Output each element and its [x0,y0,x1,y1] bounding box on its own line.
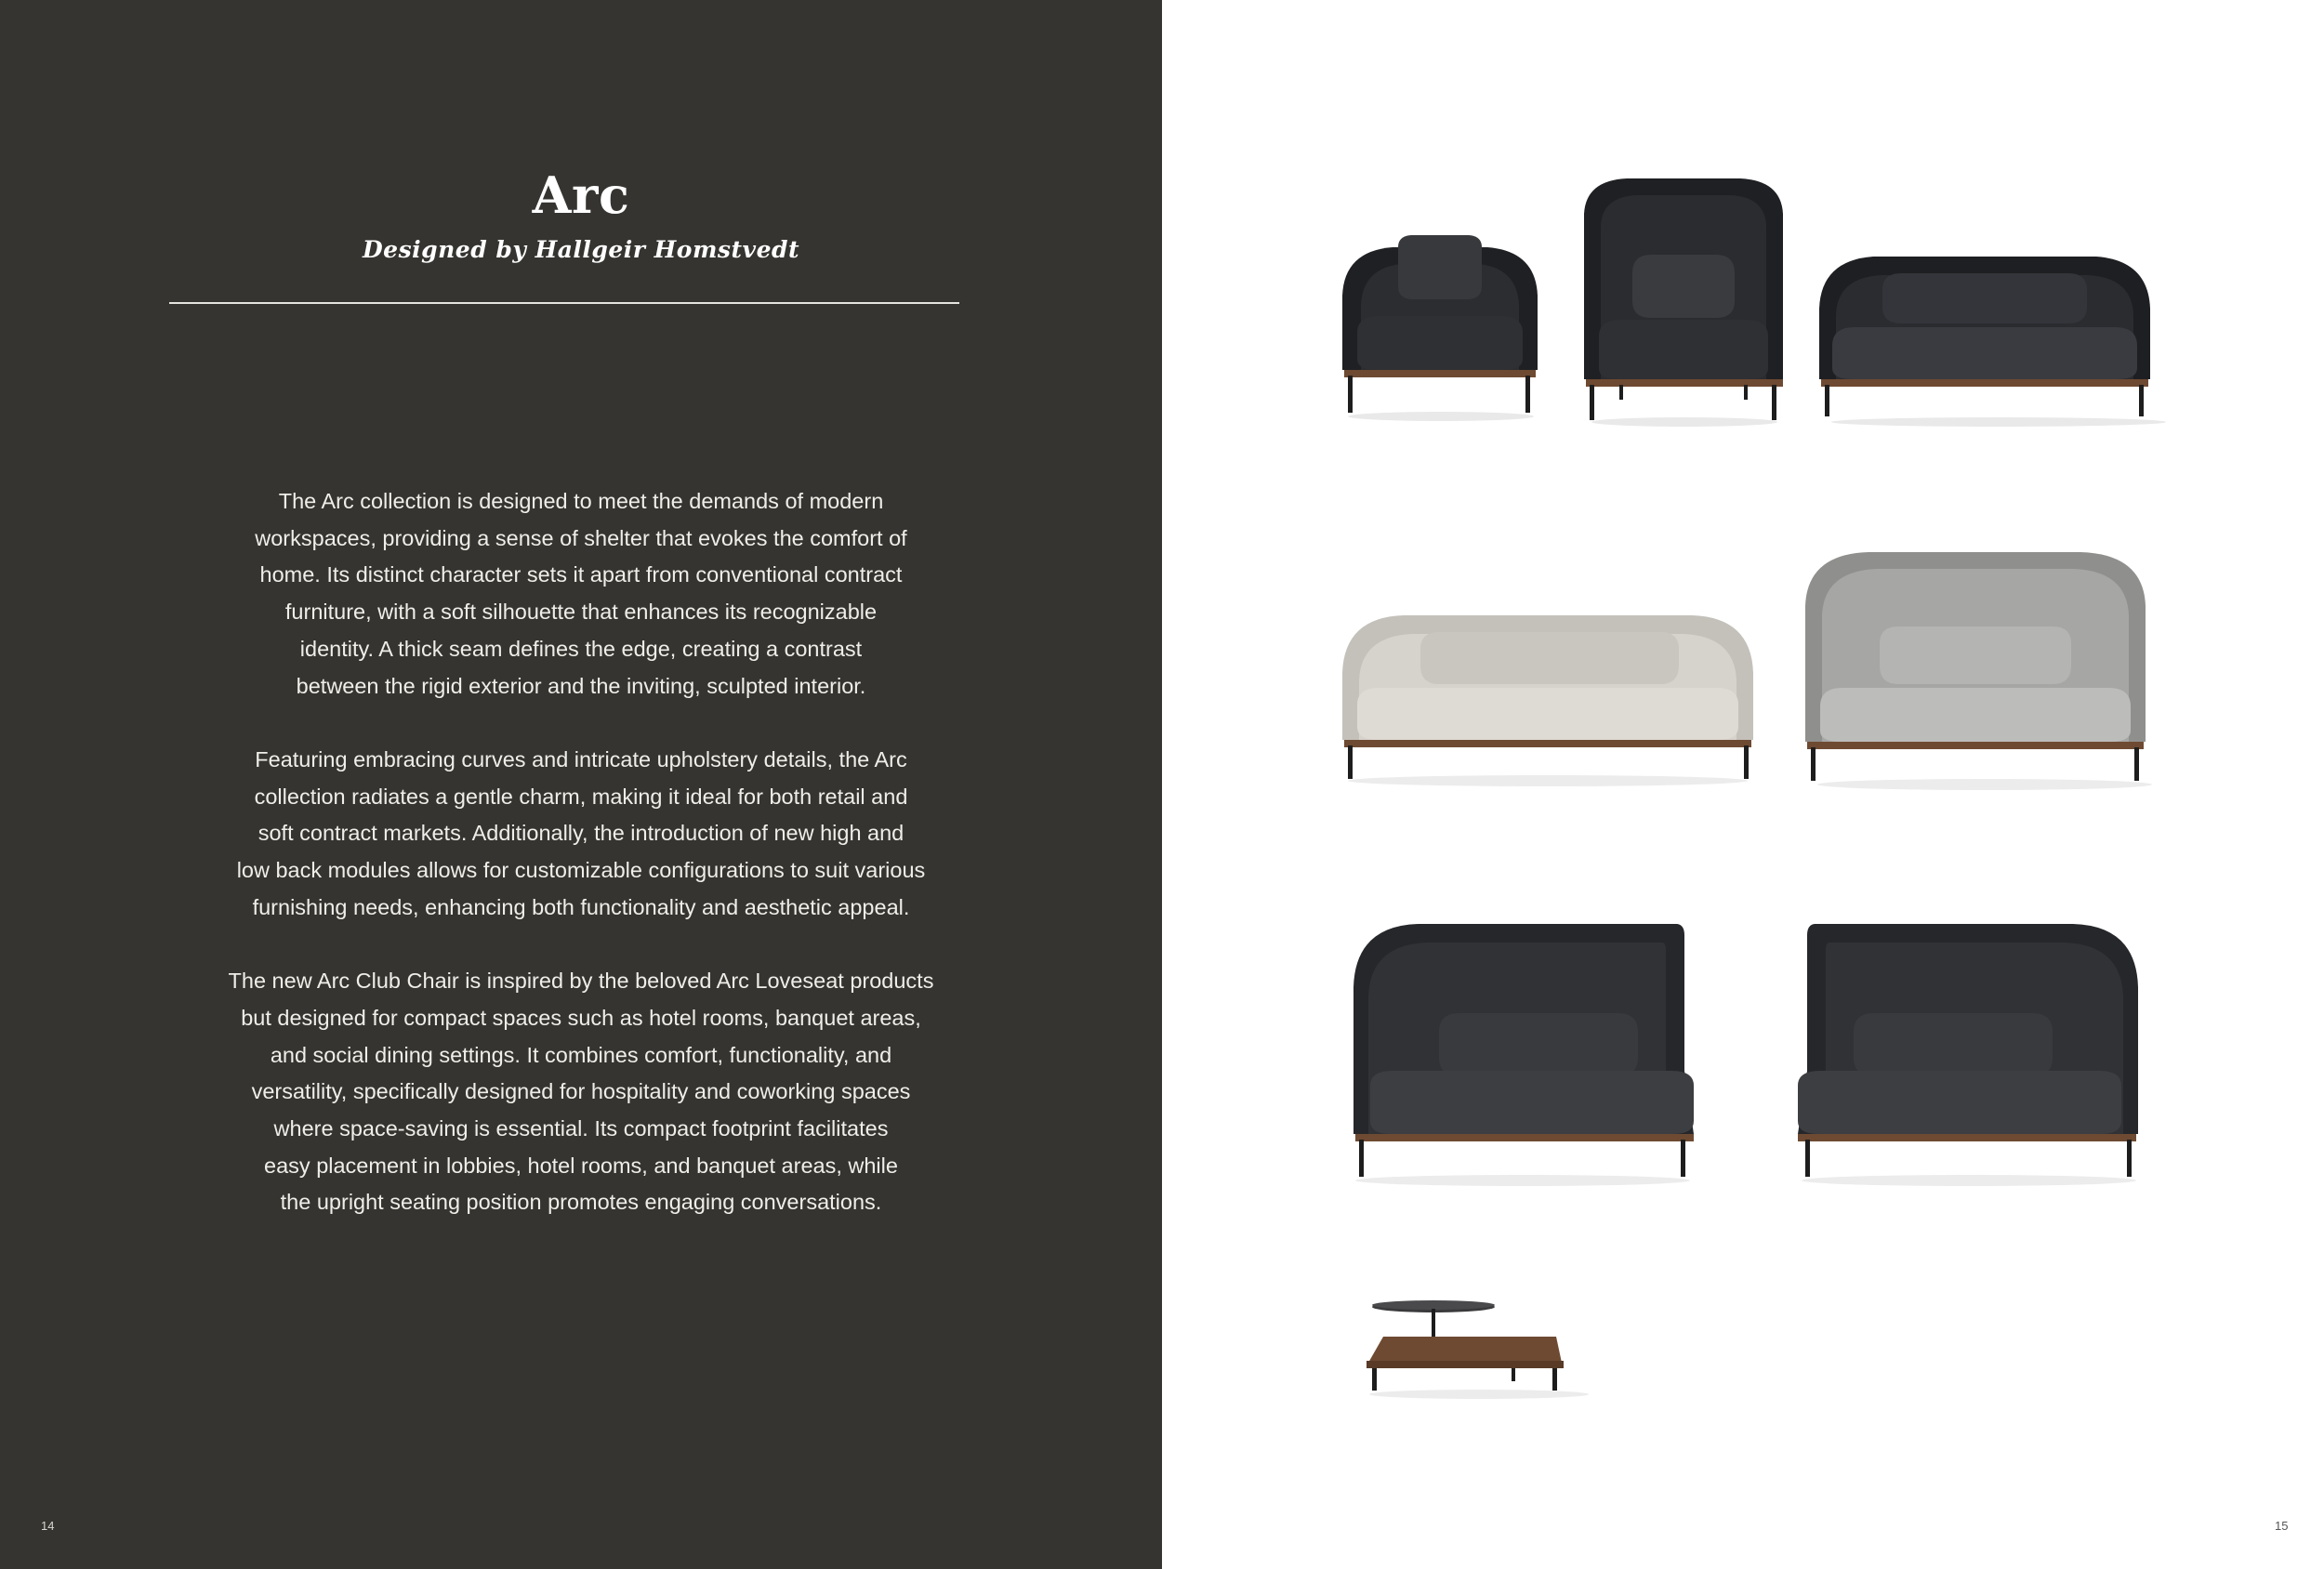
page-title: Arc [532,165,630,225]
highback-loveseat-image [1803,550,2166,792]
page-number-left: 14 [41,1519,55,1533]
text-line: versatility, specifically designed for hospitality and coworking spaces [251,1079,911,1104]
text-line: identity. A thick seam defines the edge, creating a contrast [299,636,863,661]
module-left-image [1350,922,1696,1188]
side-table-image [1363,1299,1595,1402]
text-line: collection radiates a gentle charm, making it ideal for both retail and [254,784,908,809]
paragraph-3 [186,963,976,1221]
body-text [186,483,976,1259]
text-line: the upright seating position promotes engaging conversations. [280,1190,882,1215]
text-line: low back modules allows for customizable configurations to suit various [236,858,926,883]
text-line: workspaces, providing a sense of shelter that evokes the comfort of [255,525,907,550]
page-number-right: 15 [2275,1519,2289,1533]
divider-rule [169,302,959,304]
text-line: furniture, with a soft silhouette that enhances its recognizable [284,600,878,625]
sofa-image [1339,613,1757,788]
text-line: home. Its distinct character sets it apart from conventional contract [259,562,903,587]
text-line: and social dining settings. It combines comfort, functionality, and [270,1042,892,1067]
text-line: soft contract markets. Additionally, the introduction of new high and [257,821,905,846]
text-line: easy placement in lobbies, hotel rooms, and banquet areas, while [264,1153,898,1178]
text-line: where space-saving is essential. Its compact footprint facilitates [273,1115,889,1140]
paragraph-1 [186,483,976,705]
text-line: Featuring embracing curves and intricate upholstery details, the Arc [255,746,907,771]
text-line: The Arc collection is designed to meet the demands of modern [278,489,884,513]
text-line: The new Arc Club Chair is inspired by the beloved Arc Loveseat products [228,969,934,994]
module-right-image [1796,922,2142,1188]
paragraph-2 [186,742,976,927]
text-line: between the rigid exterior and the inviting, sculpted interior. [296,673,866,698]
club-chair-image [1337,231,1543,424]
designer-credit: Designed by Hallgeir Homstvedt [362,236,800,263]
text-line: furnishing needs, enhancing both functionality and aesthetic appeal. [252,894,910,919]
highback-chair-image [1580,177,1787,429]
text-line: but designed for compact spaces such as hotel rooms, banquet areas, [241,1005,921,1030]
loveseat-image [1817,253,2180,429]
